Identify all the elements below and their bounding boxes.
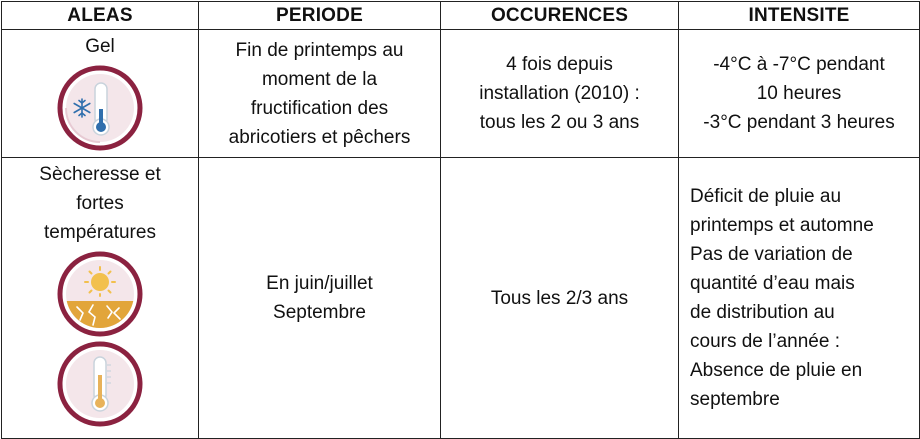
occurences-line: 4 fois depuis: [506, 54, 613, 75]
intensite-line: Absence de pluie en: [690, 360, 863, 381]
aleas-label-gel: Gel: [85, 36, 115, 57]
header-aleas: ALEAS: [2, 2, 199, 30]
intensite-line: 10 heures: [756, 83, 842, 104]
warm-thermometer-icon: [57, 341, 143, 427]
intensite-line: -4°C à -7°C pendant: [713, 54, 885, 75]
occurences-cell-secheresse: [441, 158, 679, 439]
intensite-line: Pas de variation de: [690, 244, 853, 265]
intensite-line: quantité d’eau mais: [690, 273, 855, 294]
intensite-line: cours de l’année :: [690, 331, 840, 352]
aleas-label-line: fortes: [76, 193, 124, 214]
periode-cell-secheresse: [199, 158, 441, 439]
risk-table: [1, 1, 920, 439]
table-row-secheresse: [2, 158, 920, 439]
occurences-line: installation (2010) :: [479, 83, 640, 104]
sun-drought-icon: [57, 251, 143, 337]
intensite-line: -3°C pendant 3 heures: [703, 112, 895, 133]
aleas-label-line: températures: [44, 222, 156, 243]
periode-line: moment de la: [261, 68, 378, 90]
aleas-cell-secheresse: [2, 158, 199, 439]
cold-thermometer-icon: [57, 65, 143, 151]
intensite-line: de distribution au: [690, 302, 835, 323]
occurences-line: Tous les 2/3 ans: [490, 287, 629, 309]
header-row: [2, 2, 920, 30]
periode-line: abricotiers et pêchers: [228, 126, 411, 148]
periode-line: fructification des: [250, 97, 389, 119]
periode-line: En juin/juillet: [266, 273, 373, 294]
header-intensite: INTENSITE: [679, 2, 920, 30]
occurences-cell-gel: [441, 30, 679, 158]
intensite-cell-gel: [679, 30, 920, 158]
header-periode: PERIODE: [199, 2, 441, 30]
header-occurences: OCCURENCES: [441, 2, 679, 30]
table-row-gel: [2, 30, 920, 158]
occurences-line: tous les 2 ou 3 ans: [479, 112, 640, 133]
aleas-label-line: Sècheresse et: [39, 164, 161, 185]
aleas-cell-gel: [2, 30, 199, 158]
intensite-line: Déficit de pluie au: [690, 186, 842, 207]
intensite-line: septembre: [690, 389, 780, 410]
intensite-cell-secheresse: [679, 158, 920, 439]
periode-line: Fin de printemps au: [235, 39, 404, 61]
periode-line: Septembre: [273, 302, 366, 323]
intensite-line: printemps et automne: [690, 215, 874, 236]
periode-cell-gel: [199, 30, 441, 158]
